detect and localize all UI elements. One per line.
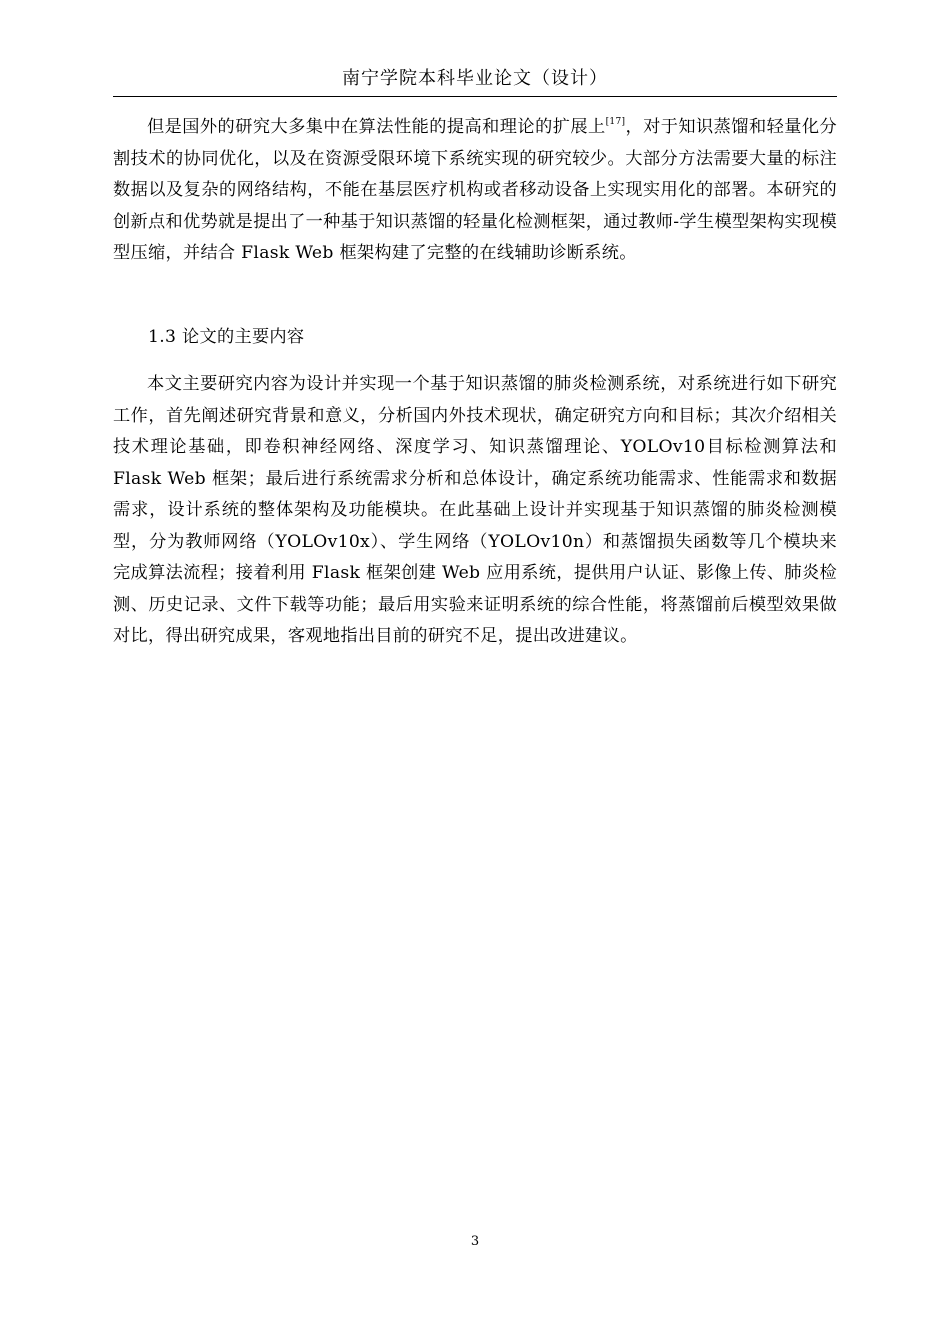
header-rule	[113, 96, 837, 97]
page-header-title: 南宁学院本科毕业论文（设计）	[342, 68, 608, 89]
page-number: 3	[470, 1234, 480, 1249]
paragraph-1-text-b: ，对于知识蒸馏和轻量化分割技术的协同优化，以及在资源受限环境下系统实现的研究较少。大部分方法需要大量的标注数据以及复杂的网络结构，不能在基层医疗机构或者移动设备上实现实用化的部署。本研究的创新点和优势就是提出了一种基于知识蒸馏的轻量化检测框架，通过教师-学生模型架构实现模型压缩，并结合 Flask Web 框架构建了完整的在线辅助诊断系统。	[113, 117, 837, 263]
citation-marker: [17]	[605, 117, 626, 127]
paragraph-1-text-a: 但是国外的研究大多集中在算法性能的提高和理论的扩展上	[147, 117, 606, 137]
body-paragraph-1	[113, 112, 837, 270]
section-heading: 1.3 论文的主要内容	[148, 327, 305, 347]
body-paragraph-2: 本文主要研究内容为设计并实现一个基于知识蒸馏的肺炎检测系统，对系统进行如下研究工作，首先阐述研究背景和意义，分析国内外技术现状，确定研究方向和目标；其次介绍相关技术理论基础，即卷积神经网络、深度学习、知识蒸馏理论、YOLOv10目标检测算法和 Flask Web 框架；最后进行系统需求分析和总体设计，确定系统功能需求、性能需求和数据需求，设计系统的整体架构及功能模块。在此基础上设计并实现基于知识蒸馏的肺炎检测模型，分为教师网络（YOLOv10x）、学生网络（YOLOv10n）和蒸馏损失函数等几个模块来完成算法流程；接着利用 Flask 框架创建 Web 应用系统，提供用户认证、影像上传、肺炎检测、历史记录、文件下载等功能；最后用实验来证明系统的综合性能，将蒸馏前后模型效果做对比，得出研究成果，客观地指出目前的研究不足，提出改进建议。	[113, 374, 837, 646]
